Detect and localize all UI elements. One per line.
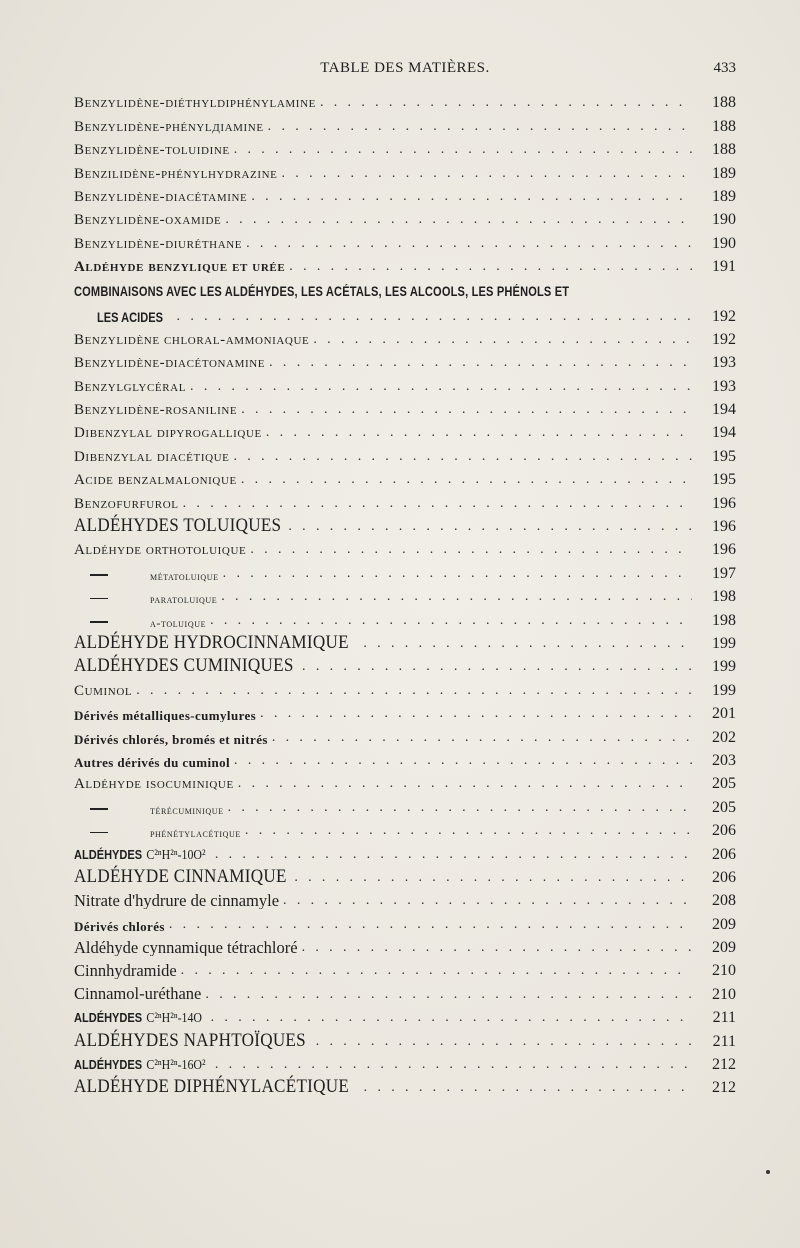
leader-dots: [302, 660, 692, 675]
entry-page: 198: [712, 588, 736, 606]
entry-label: Dibenzylal diacétique: [74, 448, 230, 465]
entry-page: 206: [712, 868, 736, 886]
leader-dots: [215, 848, 692, 863]
entry-page: 199: [712, 634, 736, 652]
entry-label: Benzylidène chloral-ammoniaque: [74, 331, 310, 348]
entry-page: 202: [712, 728, 736, 746]
entry-page: 209: [712, 939, 736, 957]
entry-label: ALDÉHYDES NAPHTOÏQUES: [74, 1029, 306, 1050]
entry-page: 205: [712, 775, 736, 793]
entry-label: Benzylidène-diacétamine: [74, 188, 248, 205]
ditto-dash: [90, 574, 108, 575]
leader-dots: [269, 356, 692, 371]
entry-label: Benzylidène-diuréthane: [74, 235, 243, 252]
entry-page: 189: [712, 187, 736, 205]
running-header: [74, 58, 736, 82]
leader-dots: [364, 1081, 692, 1096]
entry-label: phénétylacétique: [150, 826, 241, 840]
entry-label: Dérivés chlorés, bromés et nitrés: [74, 731, 268, 746]
entry-label: térécuminique: [150, 802, 224, 816]
formula: C²ⁿH²ⁿ-10O²: [146, 847, 206, 863]
ditto-dash: [90, 808, 108, 809]
entry-page: 195: [712, 447, 736, 465]
leader-dots: [225, 213, 692, 228]
entry-page: 211: [712, 1009, 736, 1027]
entry-page: 196: [712, 494, 736, 512]
leader-dots: [288, 520, 692, 535]
toc-entry: [74, 182, 736, 205]
leader-dots: [289, 260, 692, 275]
entry-label: ALDÉHYDES: [74, 1057, 143, 1073]
entry-page: 191: [712, 258, 736, 276]
leader-dots: [251, 190, 692, 205]
toc-formula-entry: [74, 839, 736, 862]
leader-dots: [221, 590, 692, 605]
leader-dots: [234, 143, 692, 158]
formula: C²ⁿH²ⁿ-16O²: [146, 1058, 206, 1074]
entry-page: 196: [712, 541, 736, 559]
entry-label: Benzylidène-rosaniline: [74, 402, 238, 419]
entry-page: 210: [712, 985, 736, 1003]
toc-heading-entry: [74, 1026, 736, 1049]
entry-label: Benzylidène-diacétonamine: [74, 355, 266, 372]
leader-dots: [215, 1058, 692, 1073]
entry-label: Nitrate d'hydrure de cinnamyle: [74, 890, 280, 910]
leader-dots: [272, 731, 692, 746]
entry-label: Benzylidène-diéthyldiphénylamine: [74, 95, 316, 112]
leader-dots: [234, 450, 693, 465]
entry-label: α-toluique: [150, 615, 207, 629]
leader-dots: [241, 473, 692, 488]
toc-entry: [74, 465, 736, 488]
entry-page: 199: [712, 658, 736, 676]
ditto-dash: [90, 621, 108, 622]
entry-label: ALDÉHYDE CINNAMIQUE: [74, 865, 287, 886]
leader-dots: [260, 707, 692, 722]
leader-dots: [302, 941, 692, 956]
leader-dots: [283, 894, 692, 909]
entry-label: Benzylglycéral: [74, 378, 187, 395]
entry-page: 206: [712, 822, 736, 840]
leader-dots: [228, 801, 692, 816]
leader-dots: [313, 333, 692, 348]
entry-page: 203: [712, 751, 736, 769]
leader-dots: [268, 120, 692, 135]
formula: C²ⁿH²ⁿ-14O: [146, 1011, 203, 1027]
toc-section-heading: [74, 275, 736, 298]
entry-label: ALDÉHYDE DIPHÉNYLACÉTIQUE: [74, 1076, 350, 1097]
section-heading-label: LES ACIDES: [96, 310, 163, 325]
entry-label: Benzofurfurol: [74, 495, 179, 512]
entry-page: 201: [712, 705, 736, 723]
toc-entry: [74, 979, 736, 1002]
entry-label: Acide benzalmalonique: [74, 472, 237, 489]
leader-dots: [250, 543, 692, 558]
entry-label: Autres dérivés du cuminol: [74, 754, 231, 769]
entry-page: 210: [712, 962, 736, 980]
entry-page: 188: [712, 94, 736, 112]
header-title: TABLE DES MATIÈRES.: [320, 60, 490, 76]
toc-entry: [74, 535, 736, 558]
toc-entry: [74, 746, 736, 769]
section-heading-label: COMBINAISONS AVEC LES ALDÉHYDES, LES ACÉTALS, LES ALCOOLS, LES PHÉNOLS ET: [74, 284, 570, 299]
entry-label: métatoluique: [150, 568, 219, 582]
toc-heading-entry: [74, 1073, 736, 1096]
toc-subentry: [74, 558, 736, 581]
toc-subentry: [74, 605, 736, 628]
entry-page: 192: [712, 330, 736, 348]
toc-heading-entry: [74, 629, 736, 652]
toc-entry: [74, 158, 736, 181]
toc-entry: [74, 722, 736, 745]
entry-page: 212: [712, 1056, 736, 1074]
entry-label: Aldéhyde isocuminique: [74, 776, 234, 793]
entry-label: Benzilidène-phénylhydrazine: [74, 165, 278, 182]
entry-page: 194: [712, 401, 736, 419]
entry-label: Aldéhyde orthotoluique: [74, 542, 247, 559]
entry-page: 196: [712, 518, 736, 536]
toc-entry: [74, 886, 736, 909]
entry-label: Dibenzylal dipyrogallique: [74, 425, 262, 442]
entry-page: 193: [712, 377, 736, 395]
toc-section-heading-continued: [74, 299, 736, 325]
toc-entry: [74, 488, 736, 511]
toc-entry: [74, 418, 736, 441]
entry-label: Benzylidène-phénylдiamine: [74, 118, 264, 135]
entry-page: 195: [712, 471, 736, 489]
leader-dots: [169, 918, 692, 933]
entry-label: ALDÉHYDES: [74, 846, 143, 862]
leader-dots: [190, 380, 692, 395]
entry-label: ALDÉHYDES: [74, 1010, 143, 1026]
entry-page: 205: [712, 798, 736, 816]
entry-page: 190: [712, 211, 736, 229]
leader-dots: [245, 824, 692, 839]
entry-label: Cinnamol-uréthane: [74, 984, 202, 1003]
toc-entry: [74, 111, 736, 134]
toc-formula-entry: [74, 1050, 736, 1073]
ditto-dash: [90, 832, 108, 833]
toc-entry: [74, 135, 736, 158]
entry-page: 190: [712, 234, 736, 252]
leader-dots: [246, 237, 692, 252]
leader-dots: [238, 777, 692, 792]
toc-heading-entry: [74, 863, 736, 886]
leader-dots: [205, 988, 692, 1003]
toc-subentry: [74, 816, 736, 839]
toc-entry: [74, 441, 736, 464]
entry-page: 209: [712, 915, 736, 933]
entry-label: paratoluique: [150, 592, 218, 606]
entry-label: Aldéhyde cynnamique tétrachloré: [74, 937, 298, 957]
entry-label: Dérivés chlorés: [74, 918, 165, 933]
paper-speck: [766, 1170, 770, 1174]
entry-page: 189: [712, 164, 736, 182]
toc-entry: [74, 371, 736, 394]
entry-page: 206: [712, 845, 736, 863]
leader-dots: [320, 96, 692, 111]
toc-heading-entry: [74, 512, 736, 535]
entry-label: Cuminol: [74, 682, 133, 699]
toc-entry: [74, 205, 736, 228]
entry-page: 194: [712, 424, 736, 442]
entry-page: 199: [712, 681, 736, 699]
toc-subentry: [74, 582, 736, 605]
entry-label: Benzylidène-oxamide: [74, 212, 222, 229]
leader-dots: [136, 684, 692, 699]
entry-page: 208: [712, 892, 736, 910]
entry-label: Aldéhyde benzylique et urée: [74, 259, 286, 276]
entry-label: Cinnhydramide: [74, 960, 177, 980]
leader-dots: [234, 754, 692, 769]
toc-entry: [74, 228, 736, 251]
ditto-dash: [90, 598, 108, 599]
toc-entry: [74, 252, 736, 275]
leader-dots: [223, 567, 692, 582]
leader-dots: [177, 310, 692, 325]
leader-dots: [363, 637, 692, 652]
header-page-number: 433: [713, 60, 736, 76]
toc-entry: [74, 88, 736, 111]
entry-page: 188: [712, 117, 736, 135]
leader-dots: [282, 167, 693, 182]
entry-label: Dérivés métalliques-cumylures: [74, 708, 257, 723]
entry-label: ALDÉHYDES TOLUIQUES: [74, 515, 282, 536]
entry-label: ALDÉHYDES CUMINIQUES: [74, 655, 294, 676]
leader-dots: [183, 497, 692, 512]
leader-dots: [210, 614, 692, 629]
leader-dots: [211, 1011, 692, 1026]
toc-entry: [74, 395, 736, 418]
toc-entry: [74, 909, 736, 932]
toc-entry: [74, 933, 736, 956]
entry-page: 197: [712, 564, 736, 582]
entry-page: 198: [712, 611, 736, 629]
entry-label: Benzylidène-toluidine: [74, 142, 230, 159]
toc-entry: [74, 699, 736, 722]
entry-page: 188: [712, 141, 736, 159]
leader-dots: [241, 403, 692, 418]
leader-dots: [181, 964, 692, 979]
leader-dots: [316, 1035, 692, 1050]
toc-entry: [74, 348, 736, 371]
toc-entry: [74, 325, 736, 348]
entry-label: ALDÉHYDE HYDROCINNAMIQUE: [74, 631, 349, 652]
toc-entry: [74, 675, 736, 698]
entry-page: 192: [712, 307, 736, 325]
table-of-contents: [74, 88, 736, 1096]
toc-heading-entry: [74, 652, 736, 675]
toc-entry: [74, 956, 736, 979]
entry-page: 193: [712, 354, 736, 372]
toc-subentry: [74, 792, 736, 815]
leader-dots: [266, 426, 692, 441]
entry-page: 211: [712, 1032, 736, 1050]
entry-page: 212: [712, 1079, 736, 1097]
toc-entry: [74, 769, 736, 792]
toc-formula-entry: [74, 1003, 736, 1026]
leader-dots: [294, 871, 692, 886]
